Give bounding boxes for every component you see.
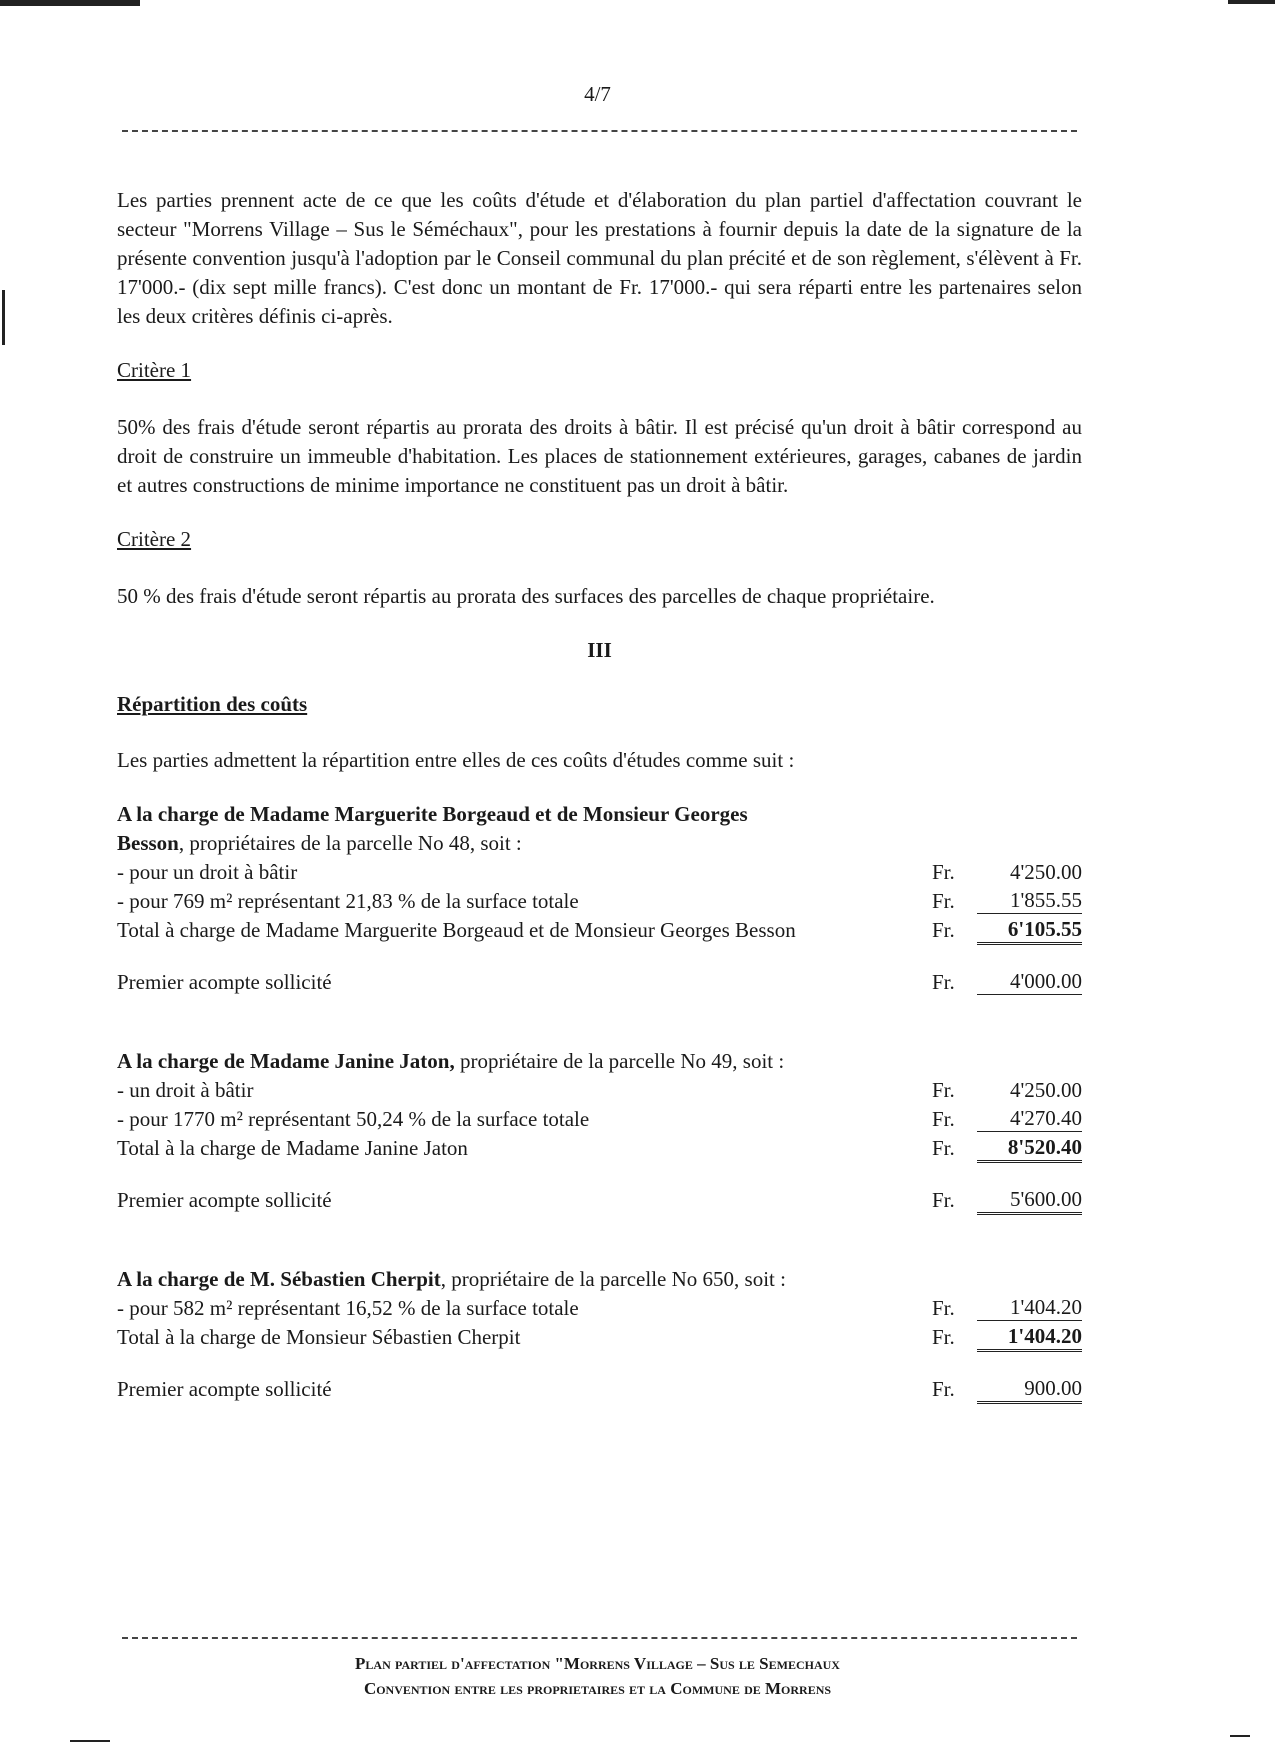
page-footer	[0, 1651, 1195, 1701]
owner-block	[117, 800, 1082, 997]
total-amount: 8'520.40	[977, 1134, 1082, 1163]
document-body	[117, 186, 1082, 1404]
owner-heading-rest: propriétaire de la parcelle No 49, soit :	[454, 1049, 785, 1073]
cost-line: - pour 769 m² représentant 21,83 % de la surface totale Fr. 1'855.55	[117, 888, 1082, 913]
criterion-2-text: 50 % des frais d'étude seront répartis au prorata des surfaces des parcelles de chaque propriétaire.	[117, 584, 935, 608]
criterion-2-label: Critère 2	[117, 527, 192, 551]
amount: 4'250.00	[1009, 1078, 1082, 1102]
owner-heading-rest: , propriétaire de la parcelle No 650, soit :	[440, 1267, 786, 1291]
section-title: Répartition des coûts	[117, 692, 308, 716]
amount: 4'250.00	[1009, 860, 1082, 884]
acompte-amount: 900.00	[977, 1375, 1082, 1404]
owner-heading: A la charge de M. Sébastien Cherpit	[117, 1267, 441, 1291]
total-amount: 6'105.55	[977, 916, 1082, 945]
owner-block	[117, 1047, 1082, 1215]
page-number: 4/7	[584, 82, 611, 106]
cost-line: - pour un droit à bâtir Fr. 4'250.00	[117, 858, 1082, 887]
scan-edge-mark	[70, 1740, 110, 1742]
total-line: Total à la charge de Madame Janine Jaton Fr. 8'520.40	[117, 1134, 1082, 1163]
owner-block	[117, 1265, 1082, 1404]
owner-heading: A la charge de Madame Janine Jaton,	[117, 1049, 455, 1073]
scan-edge-mark	[1228, 0, 1275, 4]
section-intro: Les parties admettent la répartition entre elles de ces coûts d'études comme suit :	[117, 748, 795, 772]
section-number: III	[587, 638, 612, 662]
acompte-amount: 4'000.00	[977, 968, 1082, 995]
amount: 1'404.20	[977, 1294, 1082, 1321]
cost-line: - pour 1770 m² représentant 50,24 % de la surface totale Fr. 4'270.40	[117, 1106, 1082, 1131]
criterion-1-text: 50% des frais d'étude seront répartis au prorata des droits à bâtir. Il est précisé qu'un droit à bâtir correspond au droit de construire un immeuble d'habitation. Les places de stationnement extérieures, garages, cabanes de jardin et autres constructions de minime importance ne constituent pas un droit à bâtir.	[117, 415, 1082, 497]
total-line: Total à charge de Madame Marguerite Borgeaud et de Monsieur Georges Besson Fr. 6'105.55	[117, 916, 1082, 945]
amount: 4'270.40	[977, 1105, 1082, 1132]
total-line: Total à la charge de Monsieur Sébastien Cherpit Fr. 1'404.20	[117, 1323, 1082, 1352]
scan-edge-mark	[1230, 1735, 1250, 1737]
acompte-line: Premier acompte sollicité Fr. 5'600.00	[117, 1186, 1082, 1215]
acompte-line: Premier acompte sollicité Fr. 900.00	[117, 1375, 1082, 1404]
owner-heading: A la charge de Madame Marguerite Borgeaud et de Monsieur Georges	[117, 802, 748, 826]
cost-line: - un droit à bâtir Fr. 4'250.00	[117, 1076, 1082, 1105]
intro-paragraph: Les parties prennent acte de ce que les coûts d'étude et d'élaboration du plan partiel d'affectation couvrant le secteur "Morrens Village – Sus le Séméchaux", pour les prestations à fournir depuis la date de la signature de la présente convention jusqu'à l'adoption par le Conseil communal du plan précité et de son règlement, s'élèvent à Fr. 17'000.- (dix sept mille francs). C'est donc un montant de Fr. 17'000.- qui sera réparti entre les partenaires selon les deux critères définis ci-après.	[117, 188, 1082, 328]
acompte-amount: 5'600.00	[977, 1186, 1082, 1215]
footer-line-1: Plan partiel d'affectation "Morrens Village – Sus le Semechaux	[355, 1654, 840, 1673]
cost-line: - pour 582 m² représentant 16,52 % de la surface totale Fr. 1'404.20	[117, 1295, 1082, 1320]
total-amount: 1'404.20	[977, 1323, 1082, 1352]
amount: 1'855.55	[977, 887, 1082, 914]
scan-edge-mark	[0, 0, 140, 6]
acompte-line: Premier acompte sollicité Fr. 4'000.00	[117, 969, 1082, 994]
owner-heading-cont: Besson	[117, 831, 179, 855]
footer-line-2: Convention entre les proprietaires et la Commune de Morrens	[363, 1679, 832, 1698]
criterion-1-label: Critère 1	[117, 358, 192, 382]
footer-divider	[122, 1637, 1077, 1639]
scan-edge-mark	[2, 290, 5, 345]
owner-heading-rest: , propriétaires de la parcelle No 48, soit :	[178, 831, 522, 855]
header-divider	[122, 130, 1077, 132]
